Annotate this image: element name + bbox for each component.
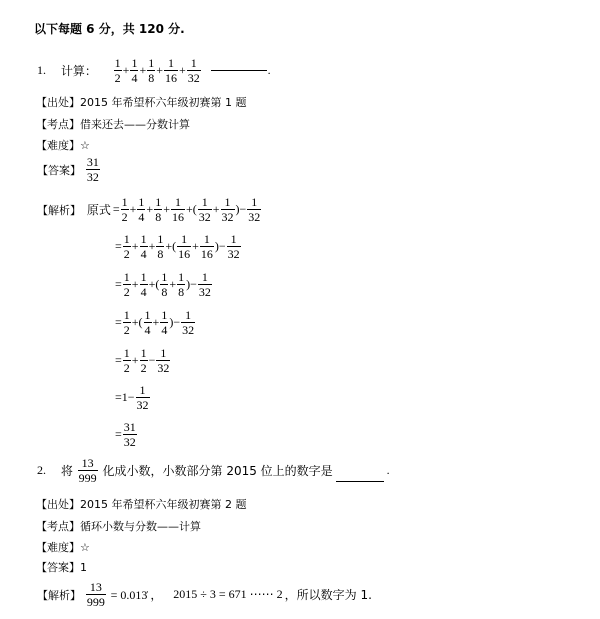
- q1-analysis-line-4: = $\frac{1}{2}$ +( $\frac{1}{4}$ + $\frac{1}{4}$ )− $\frac{1}{32}$: [115, 308, 195, 337]
- q2-difficulty-tag: 【难度】: [36, 541, 80, 554]
- q1-frac: $\frac{1}{8}$: [148, 56, 155, 85]
- q1-answer-frac: $\frac{31}{32}$: [86, 155, 99, 184]
- q2-answer-row: [36, 559, 87, 575]
- q1-source: 2015 年希望杯六年级初赛第 1 题: [80, 96, 247, 109]
- q2-source: 2015 年希望杯六年级初赛第 2 题: [80, 498, 247, 511]
- q1-topic: 借来还去——分数计算: [80, 118, 190, 131]
- q2-conclusion: ，所以数字为 1.: [284, 588, 372, 602]
- q1-analysis-line-2: = $\frac{1}{2}$ + $\frac{1}{4}$ + $\frac{1}{8}$ +( $\frac{1}{16}$ + $\frac{1}{16}$ )− $\frac{1}{32}$: [115, 232, 240, 261]
- q2-source-row: [36, 496, 246, 512]
- q2-analysis: [36, 580, 373, 609]
- q1-answer-row: [36, 155, 100, 184]
- q1-number: 1.: [37, 63, 46, 77]
- q1-analysis-line-5: = $\frac{1}{2}$ + $\frac{1}{2}$ − $\frac{1}{32}$: [115, 346, 170, 375]
- q1-source-row: [36, 94, 246, 110]
- q2-analysis-tag: 【解析】: [37, 588, 81, 602]
- q1-frac: $\frac{1}{4}$: [131, 56, 138, 85]
- section-header: 以下每题 6 分，共 120 分.: [34, 22, 185, 36]
- answer-blank: [211, 70, 267, 71]
- q1-difficulty-tag: 【难度】: [36, 139, 80, 152]
- q2-difficulty-row: [36, 539, 90, 555]
- q1-analysis-line-6: =1− $\frac{1}{32}$: [115, 383, 149, 412]
- q1-frac: $\frac{1}{32}$: [187, 56, 200, 85]
- q2-question: 2. 将 $\frac{13}{999}$ 化成小数，小数部分第 2015 位上的数字是 .: [37, 456, 390, 485]
- q2-decimal: = 0.013̇ ，: [110, 588, 163, 602]
- q2-analysis-frac: $\frac{13}{999}$: [86, 580, 105, 609]
- q2-source-tag: 【出处】: [36, 498, 80, 511]
- q1-frac: $\frac{1}{2}$: [114, 56, 121, 85]
- q2-division: 2015 ÷ 3 = 671 ⋯⋯ 2: [173, 587, 283, 601]
- q2-text: 化成小数，小数部分第 2015 位上的数字是: [102, 464, 333, 478]
- q1-analysis-tag: 【解析】: [37, 203, 81, 217]
- q2-difficulty-star: ☆: [80, 541, 90, 554]
- q1-source-tag: 【出处】: [36, 96, 80, 109]
- q1-frac: $\frac{1}{16}$: [165, 56, 178, 85]
- q1-analysis-line-3: = $\frac{1}{2}$ + $\frac{1}{4}$ +( $\frac{1}{8}$ + $\frac{1}{8}$ )− $\frac{1}{32}$: [115, 270, 211, 299]
- q1-topic-tag: 【考点】: [36, 118, 80, 131]
- q1-analysis-lead: 原式: [86, 203, 111, 217]
- q2-answer-tag: 【答案】: [36, 561, 80, 574]
- q2-topic-row: [36, 518, 201, 534]
- q1-question: 1. 计算： $\frac{1}{2}$ + $\frac{1}{4}$ + $\frac{1}{8}$ + $\frac{1}{16}$ + $\frac{1}{32}$ .: [37, 56, 271, 85]
- q1-answer-tag: 【答案】: [37, 163, 81, 177]
- q1-topic-row: [36, 116, 190, 132]
- q1-analysis-line-1: 【解析】 原式 = $\frac{1}{2}$ + $\frac{1}{4}$ + $\frac{1}{8}$ + $\frac{1}{16}$ +( $\frac{1}{32}$ + $\frac{1}{32}$ )− $\frac{1}{32}$: [37, 195, 261, 224]
- q1-analysis-line-7: = $\frac{31}{32}$: [115, 420, 136, 449]
- q2-number: 2.: [37, 463, 46, 477]
- q1-difficulty-star: ☆: [80, 139, 90, 152]
- q2-fraction: $\frac{13}{999}$: [78, 456, 97, 485]
- q2-prefix: 将: [60, 464, 73, 478]
- answer-blank: [336, 481, 384, 482]
- q2-topic-tag: 【考点】: [36, 520, 80, 533]
- q1-difficulty-row: [36, 137, 90, 153]
- q2-topic: 循环小数与分数——计算: [80, 520, 201, 533]
- q1-prompt: 计算：: [60, 64, 97, 78]
- q2-answer: 1: [80, 561, 87, 574]
